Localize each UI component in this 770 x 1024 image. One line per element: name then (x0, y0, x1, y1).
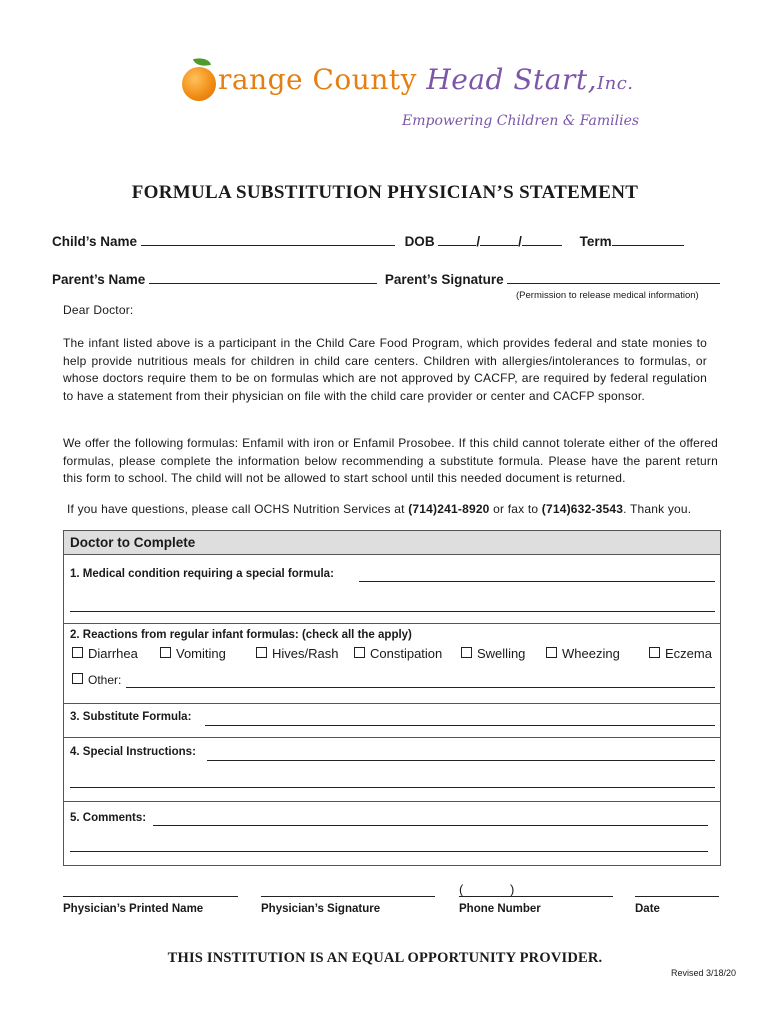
letter-paragraph-1: The infant listed above is a participant in the Child Care Food Program, which provides federal and state monies to help provide nutritious meals for children in child care centers. Children with allergies/intolerances to formulas, or whose doctors require them to be on formulas which are not approved by CACFP, are required by federal regulation to have a statement from their physician on file with the child care provider or center and CACFP sponsor. (63, 336, 707, 403)
checkbox-icon[interactable] (256, 647, 267, 658)
reaction-hives-rash[interactable] (256, 646, 338, 661)
q3-field[interactable] (205, 725, 715, 726)
reaction-swelling[interactable] (461, 646, 525, 661)
reaction-constipation[interactable] (354, 646, 442, 661)
reaction-label: Constipation (370, 646, 443, 661)
reaction-vomiting[interactable] (160, 646, 226, 661)
q1-field[interactable] (359, 581, 715, 582)
dob-month-field[interactable] (438, 232, 476, 246)
dob-slash-1: / (476, 234, 481, 249)
dob-day-field[interactable] (480, 232, 518, 246)
dob-slash-2: / (518, 234, 522, 249)
equal-opportunity-statement: THIS INSTITUTION IS AN EQUAL OPPORTUNITY PROVIDER. (167, 950, 603, 966)
checkbox-icon[interactable] (546, 647, 557, 658)
dob-label: DOB (404, 234, 435, 249)
q3-label: 3. Substitute Formula: (70, 711, 192, 723)
other-label: Other: (88, 673, 122, 687)
q4-divider (64, 737, 720, 738)
logo-name-part2: Head Start, (426, 63, 597, 96)
physician-printed-name-field[interactable] (63, 896, 238, 897)
reaction-label: Eczema (665, 646, 712, 661)
logo-tagline: Empowering Children & Families (402, 113, 640, 129)
reaction-label: Swelling (477, 646, 526, 661)
org-logo (180, 55, 640, 140)
child-name-field[interactable] (141, 232, 395, 246)
q3-divider (64, 703, 720, 704)
child-name-label: Child’s Name (52, 234, 138, 249)
contact-text-mid: or fax to (489, 502, 542, 516)
q4-field-line2[interactable] (70, 787, 715, 788)
permission-note: (Permission to release medical information) (516, 290, 699, 301)
letter-paragraph-3 (67, 501, 717, 519)
checkbox-icon[interactable] (354, 647, 365, 658)
checkbox-icon[interactable] (72, 673, 83, 684)
parent-info-row (52, 270, 720, 287)
term-label: Term (579, 234, 612, 249)
q2-label: 2. Reactions from regular infant formulas: (check all the apply) (70, 629, 412, 641)
logo-org-name (218, 63, 634, 96)
date-field[interactable] (635, 896, 719, 897)
physician-printed-name-label: Physician’s Printed Name (63, 903, 204, 915)
reaction-other[interactable] (72, 673, 121, 687)
phone-number-field[interactable] (459, 896, 613, 897)
q4-field[interactable] (207, 760, 715, 761)
phone-paren-open: ( (459, 882, 464, 897)
doctor-section (63, 530, 721, 866)
child-info-row (52, 232, 684, 249)
other-field[interactable] (126, 687, 715, 688)
reaction-label: Diarrhea (88, 646, 138, 661)
parent-name-label: Parent’s Name (52, 272, 146, 287)
q4-label: 4. Special Instructions: (70, 746, 196, 758)
phone-paren-close: ) (510, 882, 515, 897)
checkbox-icon[interactable] (649, 647, 660, 658)
logo-name-part1: range County (218, 63, 427, 96)
contact-text-prefix: If you have questions, please call OCHS Nutrition Services at (67, 502, 409, 516)
parent-signature-field[interactable] (507, 270, 720, 284)
date-label: Date (635, 903, 660, 915)
reaction-label: Wheezing (562, 646, 620, 661)
form-title: FORMULA SUBSTITUTION PHYSICIAN’S STATEMENT (131, 182, 639, 203)
contact-text-suffix: . Thank you. (623, 502, 692, 516)
term-field[interactable] (612, 232, 684, 246)
orange-fruit-icon (182, 67, 216, 101)
physician-signature-label: Physician’s Signature (261, 903, 381, 915)
checkbox-icon[interactable] (72, 647, 83, 658)
reaction-eczema[interactable] (649, 646, 712, 661)
q1-field-line2[interactable] (70, 611, 715, 612)
q5-divider (64, 801, 720, 802)
physician-signature-field[interactable] (261, 896, 435, 897)
revision-date: Revised 3/18/20 (670, 968, 736, 978)
parent-signature-label: Parent’s Signature (384, 272, 504, 287)
phone-number-label: Phone Number (459, 903, 541, 915)
letter-greeting: Dear Doctor: (63, 303, 134, 317)
q5-field[interactable] (153, 825, 708, 826)
letter-paragraph-2: We offer the following formulas: Enfamil with iron or Enfamil Prosobee. If this child cannot tolerate either of the offered formulas, please complete the information below recommending a substitute formula. Please have the parent return this form to school. The child will not be allowed to start school until this needed document is returned. (63, 436, 718, 485)
nutrition-phone: (714)241-8920 (408, 502, 490, 516)
reaction-wheezing[interactable] (546, 646, 620, 661)
dob-year-field[interactable] (522, 232, 562, 246)
reaction-label: Hives/Rash (272, 646, 339, 661)
nutrition-fax: (714)632-3543 (541, 502, 624, 516)
reaction-label: Vomiting (176, 646, 226, 661)
q2-divider (64, 623, 720, 624)
q1-label: 1. Medical condition requiring a special formula: (70, 568, 334, 580)
checkbox-icon[interactable] (160, 647, 171, 658)
q5-field-line2[interactable] (70, 851, 708, 852)
checkbox-icon[interactable] (461, 647, 472, 658)
parent-name-field[interactable] (149, 270, 377, 284)
logo-name-inc: Inc. (597, 73, 634, 94)
reaction-diarrhea[interactable] (72, 646, 138, 661)
doctor-section-header: Doctor to Complete (64, 531, 720, 555)
q5-label: 5. Comments: (70, 812, 147, 824)
